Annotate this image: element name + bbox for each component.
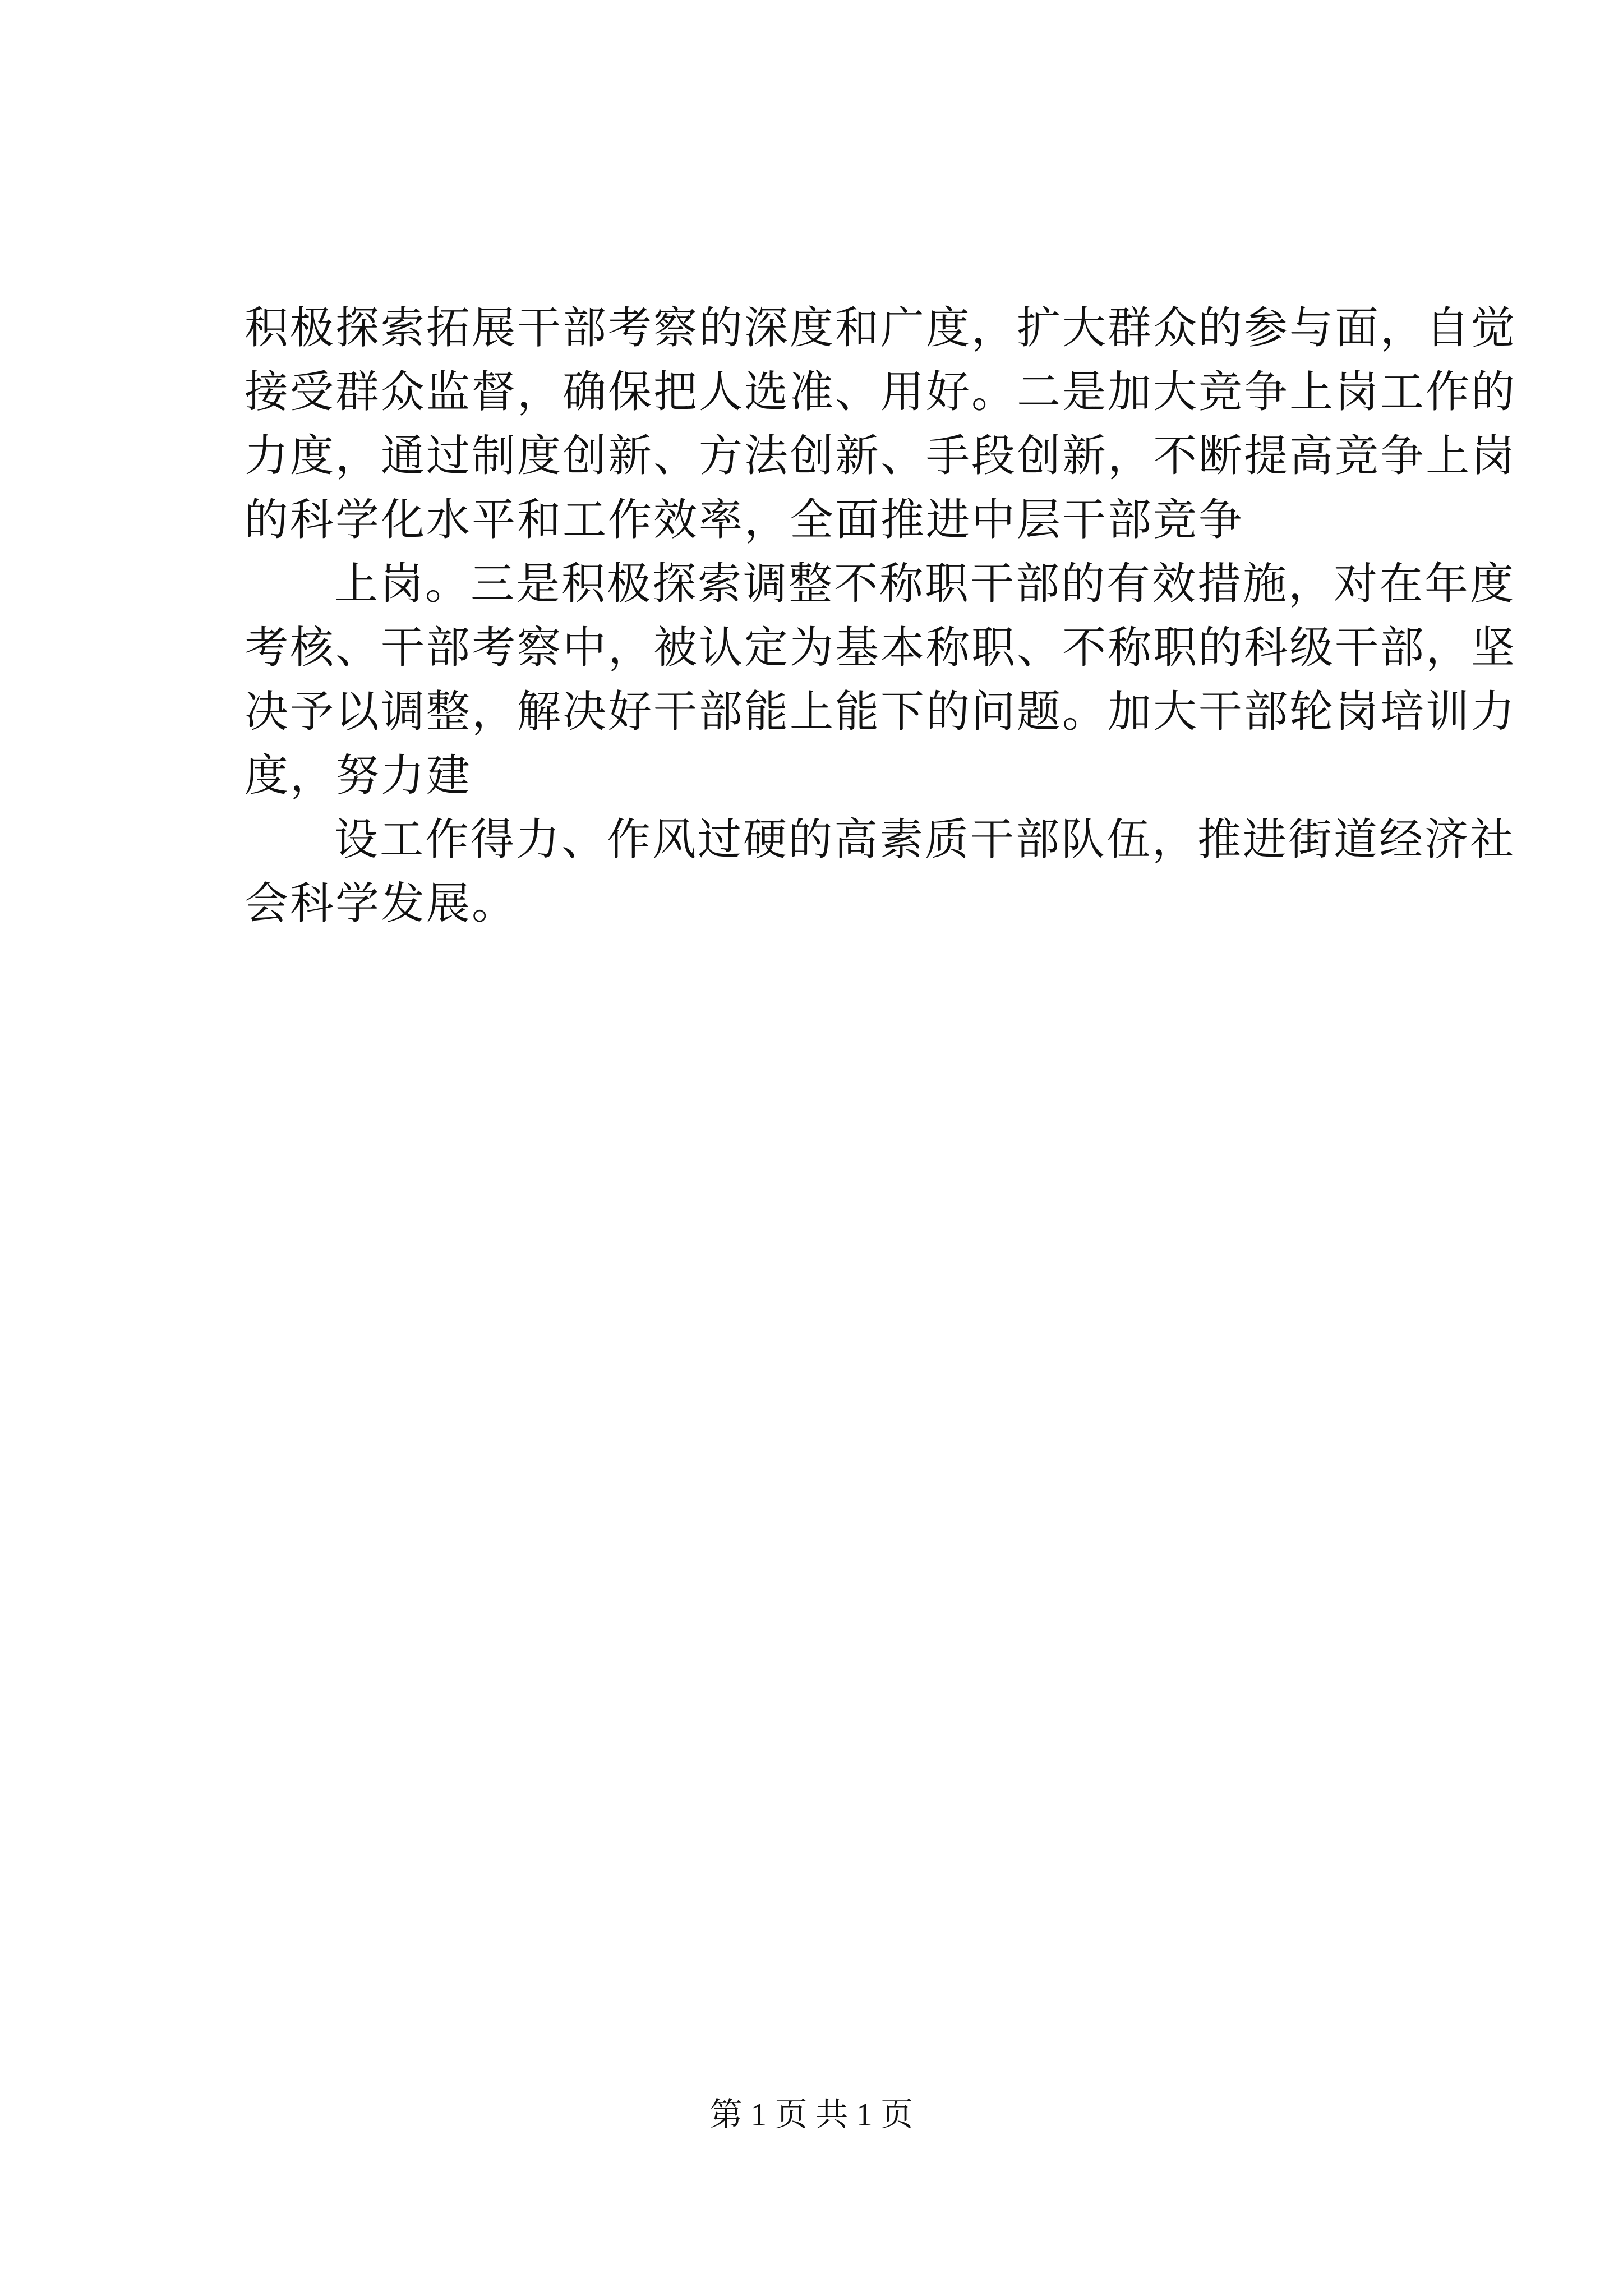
body-text-line: 接受群众监督，确保把人选准、用好。二是加大竞争上岗工作的 — [245, 367, 1517, 417]
page-number-footer: 第 1 页 共 1 页 — [709, 2096, 914, 2133]
body-text-line: 考核、干部考察中，被认定为基本称职、不称职的科级干部，坚 — [245, 623, 1517, 673]
body-text-line: 力度，通过制度创新、方法创新、手段创新，不断提高竞争上岗 — [245, 431, 1517, 481]
body-text-line: 度，努力建 — [245, 751, 472, 801]
body-text-line: 的科学化水平和工作效率，全面推进中层干部竞争 — [245, 495, 1244, 545]
body-text-line: 会科学发展。 — [245, 878, 518, 929]
document-body — [245, 296, 1517, 936]
body-text-line: 决予以调整，解决好干部能上能下的问题。加大干部轮岗培训力 — [245, 687, 1517, 737]
body-text-line: 积极探索拓展干部考察的深度和广度，扩大群众的参与面，自觉 — [245, 303, 1517, 353]
paragraph-first-line: 上岗。三是积极探索调整不称职干部的有效措施，对在年度 — [334, 559, 1516, 609]
paragraph-first-line: 设工作得力、作风过硬的高素质干部队伍，推进街道经济社 — [334, 815, 1516, 865]
